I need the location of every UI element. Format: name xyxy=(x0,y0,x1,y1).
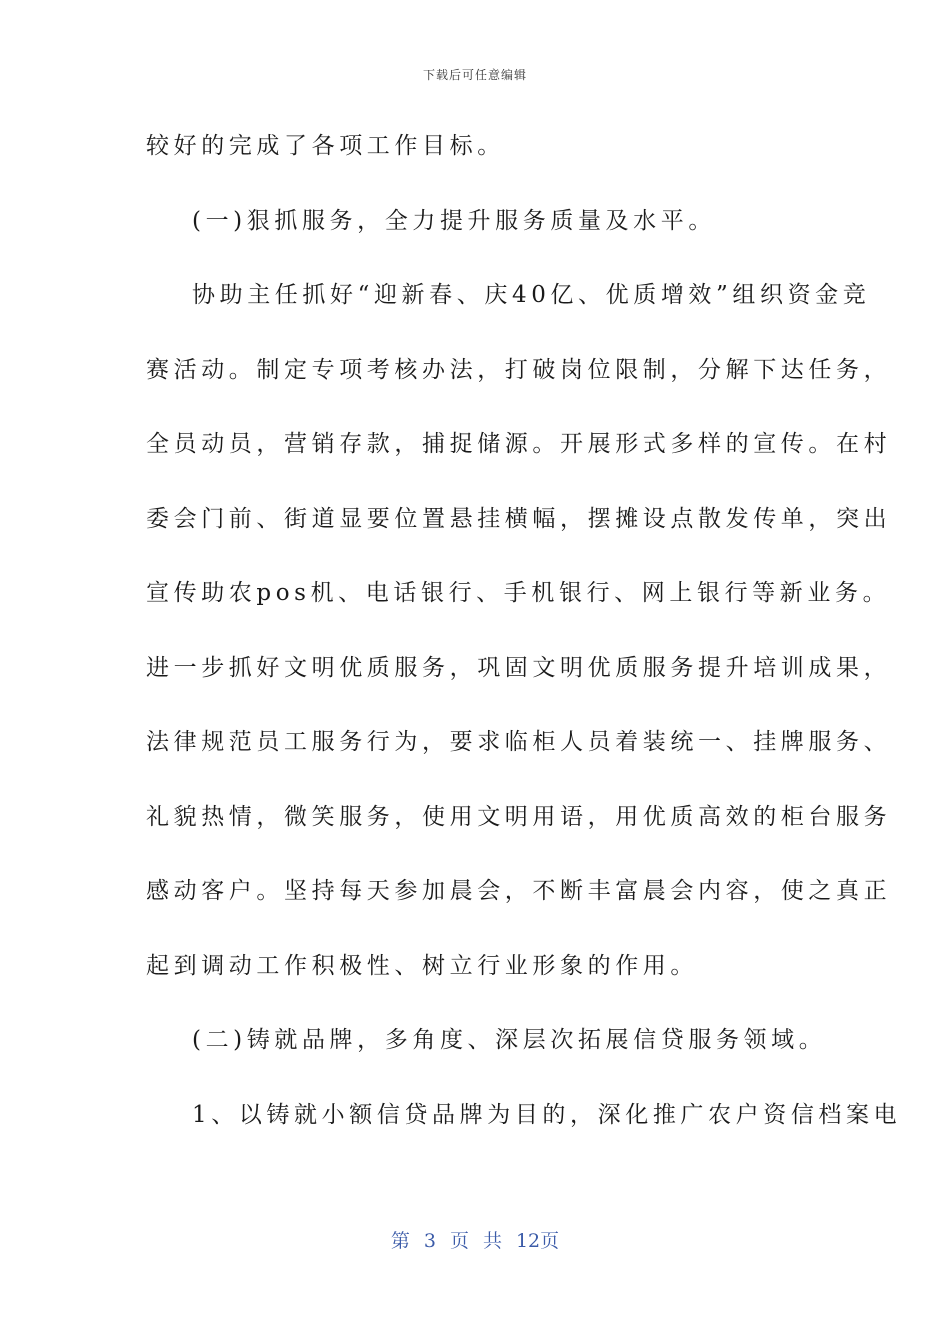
page-header-note: 下载后可任意编辑 xyxy=(422,68,527,82)
text-line: 委会门前、街道显要位置悬挂横幅，摆摊设点散发传单，突出 xyxy=(146,505,892,532)
footer-di: 第 xyxy=(390,1230,410,1252)
text-line: 起到调动工作积极性、树立行业形象的作用。 xyxy=(146,952,698,979)
text-line: 礼貌热情，微笑服务，使用文明用语，用优质高效的柜台服务 xyxy=(146,803,892,830)
text-line: 较好的完成了各项工作目标。 xyxy=(146,133,505,159)
text-line: 赛活动。制定专项考核办法，打破岗位限制，分解下达任务， xyxy=(146,356,892,383)
text-line: 宣传助农pos机、电话银行、手机银行、网上银行等新业务。 xyxy=(146,580,891,606)
document-body xyxy=(146,121,902,1164)
text-line: 感动客户。坚持每天参加晨会，不断丰富晨会内容，使之真正 xyxy=(146,878,892,904)
text-line: 全员动员，营销存款，捕捉储源。开展形式多样的宣传。在村 xyxy=(146,431,892,457)
footer-gong: 共 xyxy=(482,1230,502,1252)
text-line: 协助主任抓好“迎新春、庆40亿、优质增效”组织资金竞 xyxy=(192,282,871,308)
footer-total-pages: 12页 xyxy=(515,1230,560,1252)
footer-current-page: 3 xyxy=(423,1230,436,1252)
text-line: 1、以铸就小额信贷品牌为目的，深化推广农户资信档案电 xyxy=(192,1101,902,1128)
page-footer xyxy=(0,1226,950,1253)
text-line: 进一步抓好文明优质服务，巩固文明优质服务提升培训成果， xyxy=(146,654,892,681)
section-heading: (二)铸就品牌，多角度、深层次拓展信贷服务领域。 xyxy=(192,1027,827,1053)
text-line: 法律规范员工服务行为，要求临柜人员着装统一、挂牌服务、 xyxy=(146,729,892,755)
footer-ye: 页 xyxy=(449,1230,469,1252)
section-heading: (一)狠抓服务，全力提升服务质量及水平。 xyxy=(192,207,716,234)
